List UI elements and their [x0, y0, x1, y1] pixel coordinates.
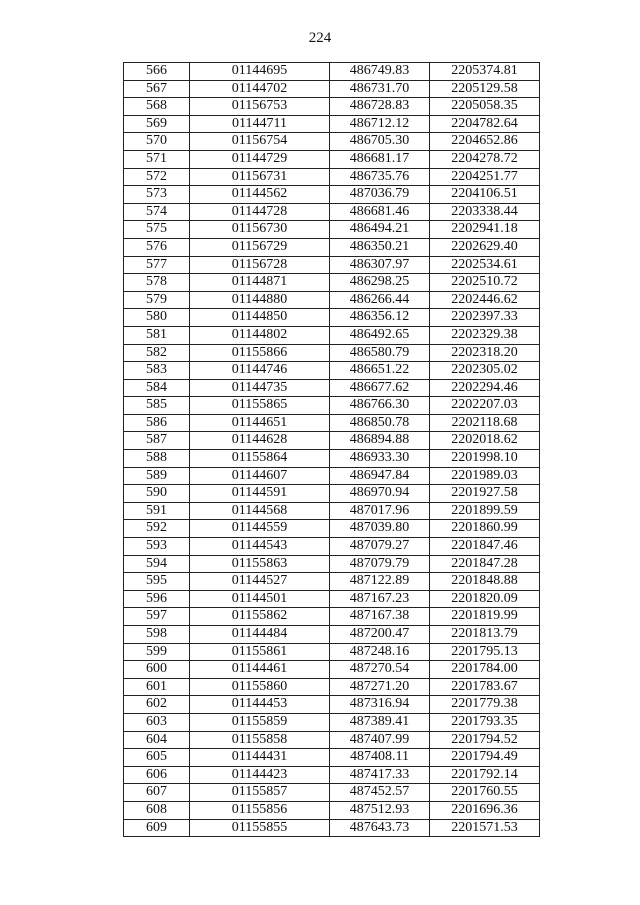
row-index-cell: 582 — [124, 344, 190, 362]
table-row — [124, 379, 540, 397]
row-index-cell: 593 — [124, 538, 190, 556]
row-index-cell: 583 — [124, 362, 190, 380]
point-id-cell: 01156729 — [190, 238, 330, 256]
point-id-cell: 01144651 — [190, 414, 330, 432]
point-id-cell: 01144746 — [190, 362, 330, 380]
row-index-cell: 568 — [124, 98, 190, 116]
y-coordinate-cell: 2201989.03 — [430, 467, 540, 485]
row-index-cell: 575 — [124, 221, 190, 239]
y-coordinate-cell: 2201794.49 — [430, 749, 540, 767]
point-id-cell: 01144711 — [190, 115, 330, 133]
point-id-cell: 01144484 — [190, 626, 330, 644]
point-id-cell: 01155858 — [190, 731, 330, 749]
table-row — [124, 63, 540, 81]
point-id-cell: 01156754 — [190, 133, 330, 151]
point-id-cell: 01144728 — [190, 203, 330, 221]
y-coordinate-cell: 2201848.88 — [430, 573, 540, 591]
row-index-cell: 578 — [124, 274, 190, 292]
y-coordinate-cell: 2202329.38 — [430, 326, 540, 344]
x-coordinate-cell: 486356.12 — [330, 309, 430, 327]
row-index-cell: 579 — [124, 291, 190, 309]
row-index-cell: 574 — [124, 203, 190, 221]
y-coordinate-cell: 2204251.77 — [430, 168, 540, 186]
x-coordinate-cell: 486492.65 — [330, 326, 430, 344]
table-row — [124, 221, 540, 239]
x-coordinate-cell: 487643.73 — [330, 819, 430, 837]
point-id-cell: 01144543 — [190, 538, 330, 556]
table-row — [124, 115, 540, 133]
x-coordinate-cell: 486947.84 — [330, 467, 430, 485]
y-coordinate-cell: 2202510.72 — [430, 274, 540, 292]
row-index-cell: 606 — [124, 766, 190, 784]
x-coordinate-cell: 487079.79 — [330, 555, 430, 573]
point-id-cell: 01144501 — [190, 590, 330, 608]
row-index-cell: 567 — [124, 80, 190, 98]
table-row — [124, 801, 540, 819]
x-coordinate-cell: 487039.80 — [330, 520, 430, 538]
row-index-cell: 585 — [124, 397, 190, 415]
row-index-cell: 584 — [124, 379, 190, 397]
table-row — [124, 450, 540, 468]
y-coordinate-cell: 2201927.58 — [430, 485, 540, 503]
table-row — [124, 291, 540, 309]
point-id-cell: 01144702 — [190, 80, 330, 98]
row-index-cell: 599 — [124, 643, 190, 661]
x-coordinate-cell: 486712.12 — [330, 115, 430, 133]
point-id-cell: 01144880 — [190, 291, 330, 309]
x-coordinate-cell: 487079.27 — [330, 538, 430, 556]
row-index-cell: 607 — [124, 784, 190, 802]
row-index-cell: 595 — [124, 573, 190, 591]
point-id-cell: 01144461 — [190, 661, 330, 679]
x-coordinate-cell: 486731.70 — [330, 80, 430, 98]
x-coordinate-cell: 486728.83 — [330, 98, 430, 116]
point-id-cell: 01155861 — [190, 643, 330, 661]
y-coordinate-cell: 2201792.14 — [430, 766, 540, 784]
y-coordinate-cell: 2202294.46 — [430, 379, 540, 397]
point-id-cell: 01156731 — [190, 168, 330, 186]
point-id-cell: 01155860 — [190, 678, 330, 696]
point-id-cell: 01155865 — [190, 397, 330, 415]
y-coordinate-cell: 2205058.35 — [430, 98, 540, 116]
x-coordinate-cell: 486494.21 — [330, 221, 430, 239]
point-id-cell: 01144431 — [190, 749, 330, 767]
x-coordinate-cell: 486749.83 — [330, 63, 430, 81]
y-coordinate-cell: 2201571.53 — [430, 819, 540, 837]
row-index-cell: 591 — [124, 502, 190, 520]
point-id-cell: 01156730 — [190, 221, 330, 239]
row-index-cell: 590 — [124, 485, 190, 503]
x-coordinate-cell: 487167.23 — [330, 590, 430, 608]
y-coordinate-cell: 2201779.38 — [430, 696, 540, 714]
y-coordinate-cell: 2204106.51 — [430, 186, 540, 204]
table-row — [124, 485, 540, 503]
point-id-cell: 01156728 — [190, 256, 330, 274]
row-index-cell: 576 — [124, 238, 190, 256]
table-row — [124, 133, 540, 151]
row-index-cell: 588 — [124, 450, 190, 468]
x-coordinate-cell: 486307.97 — [330, 256, 430, 274]
y-coordinate-cell: 2201794.52 — [430, 731, 540, 749]
point-id-cell: 01144559 — [190, 520, 330, 538]
row-index-cell: 608 — [124, 801, 190, 819]
x-coordinate-cell: 486580.79 — [330, 344, 430, 362]
table-row — [124, 397, 540, 415]
point-id-cell: 01144802 — [190, 326, 330, 344]
row-index-cell: 569 — [124, 115, 190, 133]
y-coordinate-cell: 2203338.44 — [430, 203, 540, 221]
row-index-cell: 605 — [124, 749, 190, 767]
y-coordinate-cell: 2202207.03 — [430, 397, 540, 415]
table-row — [124, 819, 540, 837]
x-coordinate-cell: 486735.76 — [330, 168, 430, 186]
y-coordinate-cell: 2201820.09 — [430, 590, 540, 608]
point-id-cell: 01155863 — [190, 555, 330, 573]
table-row — [124, 256, 540, 274]
x-coordinate-cell: 486705.30 — [330, 133, 430, 151]
row-index-cell: 598 — [124, 626, 190, 644]
row-index-cell: 592 — [124, 520, 190, 538]
x-coordinate-cell: 487389.41 — [330, 713, 430, 731]
point-id-cell: 01144871 — [190, 274, 330, 292]
point-id-cell: 01144527 — [190, 573, 330, 591]
table-row — [124, 696, 540, 714]
point-id-cell: 01155857 — [190, 784, 330, 802]
row-index-cell: 600 — [124, 661, 190, 679]
point-id-cell: 01155859 — [190, 713, 330, 731]
y-coordinate-cell: 2201847.46 — [430, 538, 540, 556]
point-id-cell: 01144423 — [190, 766, 330, 784]
row-index-cell: 580 — [124, 309, 190, 327]
table-row — [124, 643, 540, 661]
table-row — [124, 326, 540, 344]
point-id-cell: 01144628 — [190, 432, 330, 450]
x-coordinate-cell: 486298.25 — [330, 274, 430, 292]
x-coordinate-cell: 487167.38 — [330, 608, 430, 626]
row-index-cell: 603 — [124, 713, 190, 731]
row-index-cell: 573 — [124, 186, 190, 204]
point-id-cell: 01155856 — [190, 801, 330, 819]
row-index-cell: 577 — [124, 256, 190, 274]
x-coordinate-cell: 486677.62 — [330, 379, 430, 397]
table-row — [124, 678, 540, 696]
row-index-cell: 604 — [124, 731, 190, 749]
x-coordinate-cell: 486850.78 — [330, 414, 430, 432]
row-index-cell: 566 — [124, 63, 190, 81]
row-index-cell: 571 — [124, 150, 190, 168]
point-id-cell: 01155855 — [190, 819, 330, 837]
table-row — [124, 168, 540, 186]
table-row — [124, 309, 540, 327]
x-coordinate-cell: 487408.11 — [330, 749, 430, 767]
y-coordinate-cell: 2202018.62 — [430, 432, 540, 450]
point-id-cell: 01144591 — [190, 485, 330, 503]
table-row — [124, 766, 540, 784]
point-id-cell: 01155866 — [190, 344, 330, 362]
x-coordinate-cell: 487122.89 — [330, 573, 430, 591]
x-coordinate-cell: 486970.94 — [330, 485, 430, 503]
point-id-cell: 01156753 — [190, 98, 330, 116]
table-row — [124, 80, 540, 98]
table-row — [124, 520, 540, 538]
point-id-cell: 01155862 — [190, 608, 330, 626]
x-coordinate-cell: 487407.99 — [330, 731, 430, 749]
y-coordinate-cell: 2205374.81 — [430, 63, 540, 81]
point-id-cell: 01144562 — [190, 186, 330, 204]
table-row — [124, 590, 540, 608]
y-coordinate-cell: 2201795.13 — [430, 643, 540, 661]
point-id-cell: 01144729 — [190, 150, 330, 168]
row-index-cell: 594 — [124, 555, 190, 573]
table-row — [124, 414, 540, 432]
table-row — [124, 362, 540, 380]
row-index-cell: 581 — [124, 326, 190, 344]
y-coordinate-cell: 2202629.40 — [430, 238, 540, 256]
table-row — [124, 203, 540, 221]
row-index-cell: 597 — [124, 608, 190, 626]
y-coordinate-cell: 2201696.36 — [430, 801, 540, 819]
x-coordinate-cell: 487017.96 — [330, 502, 430, 520]
y-coordinate-cell: 2202397.33 — [430, 309, 540, 327]
row-index-cell: 602 — [124, 696, 190, 714]
table-row — [124, 98, 540, 116]
table-row — [124, 186, 540, 204]
row-index-cell: 601 — [124, 678, 190, 696]
table-row — [124, 608, 540, 626]
x-coordinate-cell: 487316.94 — [330, 696, 430, 714]
table-row — [124, 731, 540, 749]
x-coordinate-cell: 486681.17 — [330, 150, 430, 168]
table-row — [124, 626, 540, 644]
y-coordinate-cell: 2202118.68 — [430, 414, 540, 432]
point-id-cell: 01144695 — [190, 63, 330, 81]
y-coordinate-cell: 2204782.64 — [430, 115, 540, 133]
coordinates-table-body — [124, 63, 540, 837]
x-coordinate-cell: 486894.88 — [330, 432, 430, 450]
y-coordinate-cell: 2201847.28 — [430, 555, 540, 573]
table-row — [124, 713, 540, 731]
table-row — [124, 661, 540, 679]
x-coordinate-cell: 486933.30 — [330, 450, 430, 468]
x-coordinate-cell: 487036.79 — [330, 186, 430, 204]
point-id-cell: 01144735 — [190, 379, 330, 397]
y-coordinate-cell: 2204278.72 — [430, 150, 540, 168]
y-coordinate-cell: 2202305.02 — [430, 362, 540, 380]
x-coordinate-cell: 486350.21 — [330, 238, 430, 256]
row-index-cell: 570 — [124, 133, 190, 151]
table-row — [124, 555, 540, 573]
point-id-cell: 01155864 — [190, 450, 330, 468]
y-coordinate-cell: 2202446.62 — [430, 291, 540, 309]
table-row — [124, 432, 540, 450]
y-coordinate-cell: 2201784.00 — [430, 661, 540, 679]
y-coordinate-cell: 2201793.35 — [430, 713, 540, 731]
table-row — [124, 274, 540, 292]
x-coordinate-cell: 486766.30 — [330, 397, 430, 415]
x-coordinate-cell: 486266.44 — [330, 291, 430, 309]
y-coordinate-cell: 2202941.18 — [430, 221, 540, 239]
y-coordinate-cell: 2201860.99 — [430, 520, 540, 538]
x-coordinate-cell: 487200.47 — [330, 626, 430, 644]
page-number: 224 — [308, 30, 332, 46]
y-coordinate-cell: 2202534.61 — [430, 256, 540, 274]
row-index-cell: 587 — [124, 432, 190, 450]
x-coordinate-cell: 486651.22 — [330, 362, 430, 380]
y-coordinate-cell: 2202318.20 — [430, 344, 540, 362]
table-row — [124, 238, 540, 256]
y-coordinate-cell: 2201760.55 — [430, 784, 540, 802]
table-row — [124, 150, 540, 168]
y-coordinate-cell: 2201899.59 — [430, 502, 540, 520]
table-row — [124, 502, 540, 520]
y-coordinate-cell: 2201998.10 — [430, 450, 540, 468]
x-coordinate-cell: 487417.33 — [330, 766, 430, 784]
point-id-cell: 01144568 — [190, 502, 330, 520]
table-row — [124, 749, 540, 767]
table-row — [124, 573, 540, 591]
table-row — [124, 344, 540, 362]
point-id-cell: 01144453 — [190, 696, 330, 714]
x-coordinate-cell: 487270.54 — [330, 661, 430, 679]
y-coordinate-cell: 2201819.99 — [430, 608, 540, 626]
y-coordinate-cell: 2201813.79 — [430, 626, 540, 644]
row-index-cell: 572 — [124, 168, 190, 186]
y-coordinate-cell: 2201783.67 — [430, 678, 540, 696]
row-index-cell: 609 — [124, 819, 190, 837]
x-coordinate-cell: 487512.93 — [330, 801, 430, 819]
table-row — [124, 538, 540, 556]
x-coordinate-cell: 487452.57 — [330, 784, 430, 802]
point-id-cell: 01144850 — [190, 309, 330, 327]
row-index-cell: 596 — [124, 590, 190, 608]
row-index-cell: 586 — [124, 414, 190, 432]
y-coordinate-cell: 2204652.86 — [430, 133, 540, 151]
x-coordinate-cell: 486681.46 — [330, 203, 430, 221]
coordinates-table — [123, 62, 540, 837]
row-index-cell: 589 — [124, 467, 190, 485]
table-row — [124, 784, 540, 802]
x-coordinate-cell: 487248.16 — [330, 643, 430, 661]
table-row — [124, 467, 540, 485]
point-id-cell: 01144607 — [190, 467, 330, 485]
y-coordinate-cell: 2205129.58 — [430, 80, 540, 98]
x-coordinate-cell: 487271.20 — [330, 678, 430, 696]
